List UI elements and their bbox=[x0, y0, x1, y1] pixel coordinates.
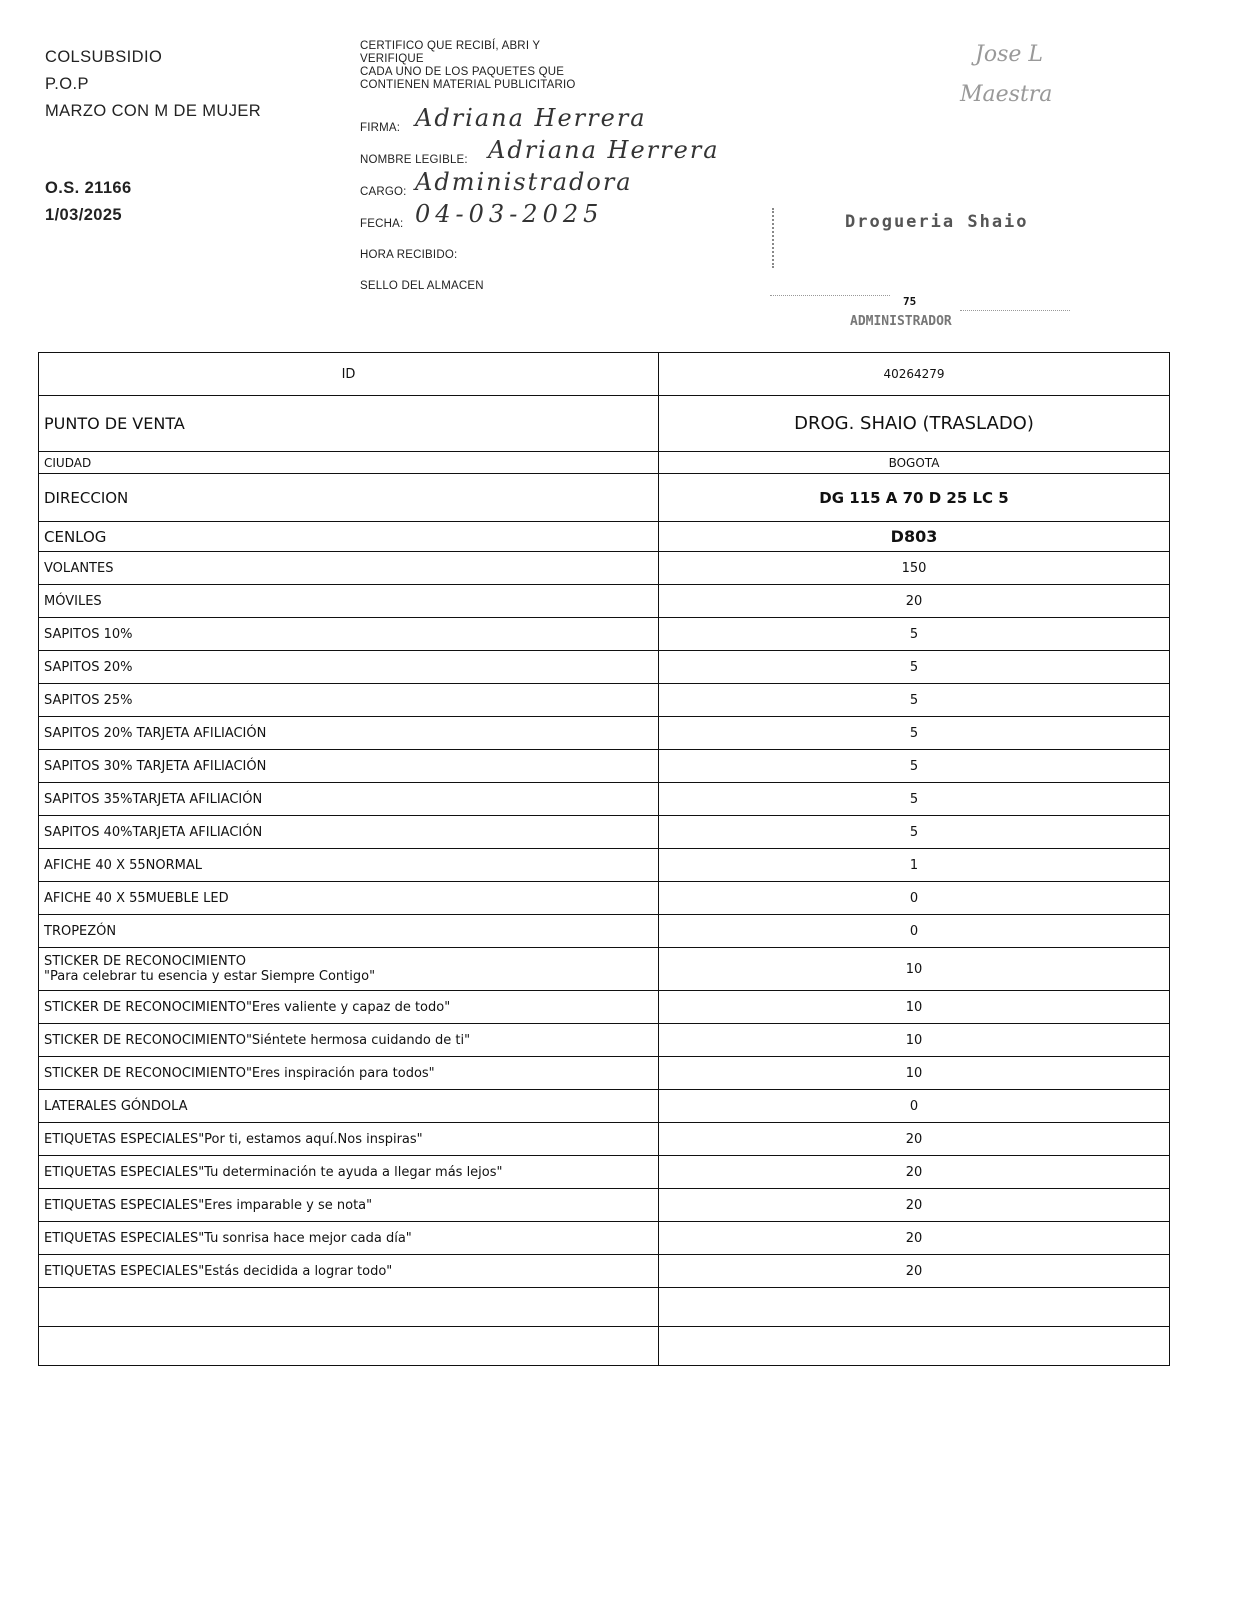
row-label-text: ETIQUETAS ESPECIALES"Estás decidida a lograr todo" bbox=[44, 1263, 393, 1279]
table-row bbox=[39, 783, 1170, 816]
row-value bbox=[659, 1327, 1170, 1366]
row-label bbox=[39, 396, 659, 452]
row-label-text: STICKER DE RECONOCIMIENTO"Siéntete hermosa cuidando de ti" bbox=[44, 1032, 471, 1048]
table-row bbox=[39, 396, 1170, 452]
certification-text bbox=[360, 40, 576, 92]
row-label bbox=[39, 816, 659, 849]
row-value: 0 bbox=[659, 882, 1170, 915]
cert-line: CADA UNO DE LOS PAQUETES QUE bbox=[360, 66, 565, 78]
table-row bbox=[39, 1090, 1170, 1123]
row-label bbox=[39, 1057, 659, 1090]
table-row bbox=[39, 750, 1170, 783]
row-label-text: SAPITOS 20% bbox=[44, 659, 133, 675]
row-label bbox=[39, 750, 659, 783]
row-label bbox=[39, 474, 659, 522]
cert-line: CERTIFICO QUE RECIBÍ, ABRI Y bbox=[360, 40, 541, 52]
row-value: 0 bbox=[659, 1090, 1170, 1123]
fecha-value: 04-03-2025 bbox=[415, 200, 604, 228]
row-value: 20 bbox=[659, 1123, 1170, 1156]
hora-label: HORA RECIBIDO: bbox=[360, 249, 458, 261]
table-row bbox=[39, 915, 1170, 948]
row-value: 5 bbox=[659, 717, 1170, 750]
row-label-text: STICKER DE RECONOCIMIENTO bbox=[44, 954, 246, 969]
table-row bbox=[39, 651, 1170, 684]
row-value: 20 bbox=[659, 1255, 1170, 1288]
row-label-text: SAPITOS 40%TARJETA AFILIACIÓN bbox=[44, 824, 263, 840]
row-label bbox=[39, 1156, 659, 1189]
row-value: 10 bbox=[659, 948, 1170, 991]
row-label bbox=[39, 882, 659, 915]
row-label bbox=[39, 585, 659, 618]
stamp-mark bbox=[772, 208, 796, 268]
row-label-text: DIRECCION bbox=[44, 488, 129, 507]
table-row bbox=[39, 948, 1170, 991]
row-label-text: AFICHE 40 X 55MUEBLE LED bbox=[44, 890, 229, 906]
table-row bbox=[39, 1288, 1170, 1327]
row-label-text: STICKER DE RECONOCIMIENTO"Eres inspiración para todos" bbox=[44, 1065, 435, 1081]
row-label bbox=[39, 1255, 659, 1288]
stamp-role: ADMINISTRADOR bbox=[850, 314, 952, 329]
order-date: 1/03/2025 bbox=[45, 206, 123, 224]
nombre-label: NOMBRE LEGIBLE: bbox=[360, 154, 468, 166]
table-row bbox=[39, 474, 1170, 522]
row-label-text: ETIQUETAS ESPECIALES"Por ti, estamos aquí.Nos inspiras" bbox=[44, 1131, 423, 1147]
stamp-number: 75 bbox=[903, 295, 917, 308]
pop-delivery-table bbox=[38, 352, 1170, 1366]
table-row bbox=[39, 585, 1170, 618]
row-value: 5 bbox=[659, 816, 1170, 849]
row-label-text: VOLANTES bbox=[44, 560, 114, 576]
row-label-text: ID bbox=[341, 366, 356, 382]
sello-label: SELLO DEL ALMACEN bbox=[360, 280, 484, 292]
row-label bbox=[39, 849, 659, 882]
row-label bbox=[39, 948, 659, 991]
row-label-text: ETIQUETAS ESPECIALES"Tu sonrisa hace mejor cada día" bbox=[44, 1230, 412, 1246]
cert-line: CONTIENEN MATERIAL PUBLICITARIO bbox=[360, 79, 576, 91]
row-label bbox=[39, 1222, 659, 1255]
row-label-text: SAPITOS 25% bbox=[44, 692, 133, 708]
row-value: 20 bbox=[659, 1189, 1170, 1222]
row-label bbox=[39, 1288, 659, 1327]
table-row bbox=[39, 849, 1170, 882]
row-label-text: TROPEZÓN bbox=[44, 923, 117, 939]
row-label bbox=[39, 552, 659, 585]
row-label-text: SAPITOS 20% TARJETA AFILIACIÓN bbox=[44, 725, 267, 741]
table-row bbox=[39, 353, 1170, 396]
table-row bbox=[39, 522, 1170, 552]
row-label bbox=[39, 991, 659, 1024]
row-label bbox=[39, 783, 659, 816]
fecha-label: FECHA: bbox=[360, 218, 404, 230]
table-row bbox=[39, 1189, 1170, 1222]
row-value: 0 bbox=[659, 915, 1170, 948]
table-row bbox=[39, 1327, 1170, 1366]
row-value bbox=[659, 1288, 1170, 1327]
row-value: 10 bbox=[659, 1024, 1170, 1057]
table-row bbox=[39, 452, 1170, 474]
row-value: BOGOTA bbox=[659, 452, 1170, 474]
firma-signature: Adriana Herrera bbox=[415, 104, 647, 132]
row-label-subtext: "Para celebrar tu esencia y estar Siempre Contigo" bbox=[44, 969, 376, 984]
table-row bbox=[39, 1156, 1170, 1189]
row-label-text: SAPITOS 30% TARJETA AFILIACIÓN bbox=[44, 758, 267, 774]
table-row bbox=[39, 1024, 1170, 1057]
cargo-label: CARGO: bbox=[360, 186, 407, 198]
table-row bbox=[39, 991, 1170, 1024]
company-name: COLSUBSIDIO bbox=[45, 48, 163, 66]
row-value: 5 bbox=[659, 684, 1170, 717]
table-row bbox=[39, 1123, 1170, 1156]
row-value: 5 bbox=[659, 618, 1170, 651]
header-block bbox=[45, 44, 261, 229]
cert-line: VERIFIQUE bbox=[360, 53, 424, 65]
row-label bbox=[39, 1024, 659, 1057]
row-value: 20 bbox=[659, 585, 1170, 618]
row-label-text: MÓVILES bbox=[44, 593, 102, 609]
row-label bbox=[39, 618, 659, 651]
row-label-text: AFICHE 40 X 55NORMAL bbox=[44, 857, 202, 873]
row-label-text: LATERALES GÓNDOLA bbox=[44, 1098, 188, 1114]
table-row bbox=[39, 1222, 1170, 1255]
table-row bbox=[39, 618, 1170, 651]
cargo-value: Administradora bbox=[415, 168, 633, 196]
row-label bbox=[39, 353, 659, 396]
row-label bbox=[39, 651, 659, 684]
row-label-text: ETIQUETAS ESPECIALES"Tu determinación te ayuda a llegar más lejos" bbox=[44, 1164, 503, 1180]
table-row bbox=[39, 684, 1170, 717]
row-value: 10 bbox=[659, 1057, 1170, 1090]
row-label-text: PUNTO DE VENTA bbox=[44, 414, 185, 433]
material-type: P.O.P bbox=[45, 75, 89, 93]
row-value: 150 bbox=[659, 552, 1170, 585]
row-value: 20 bbox=[659, 1156, 1170, 1189]
table-row bbox=[39, 816, 1170, 849]
row-label-text: ETIQUETAS ESPECIALES"Eres imparable y se nota" bbox=[44, 1197, 373, 1213]
nombre-value: Adriana Herrera bbox=[488, 136, 720, 164]
row-value: D803 bbox=[659, 522, 1170, 552]
table-row bbox=[39, 1057, 1170, 1090]
table-row bbox=[39, 552, 1170, 585]
row-value: 40264279 bbox=[659, 353, 1170, 396]
row-label bbox=[39, 1327, 659, 1366]
table-row bbox=[39, 882, 1170, 915]
table-row bbox=[39, 717, 1170, 750]
row-value: 10 bbox=[659, 991, 1170, 1024]
row-label bbox=[39, 684, 659, 717]
row-value: DG 115 A 70 D 25 LC 5 bbox=[659, 474, 1170, 522]
row-label bbox=[39, 915, 659, 948]
row-label-text: CENLOG bbox=[44, 527, 107, 546]
row-value: DROG. SHAIO (TRASLADO) bbox=[659, 396, 1170, 452]
row-label bbox=[39, 452, 659, 474]
row-label-text: SAPITOS 35%TARJETA AFILIACIÓN bbox=[44, 791, 263, 807]
table-row bbox=[39, 1255, 1170, 1288]
row-value: 5 bbox=[659, 750, 1170, 783]
row-label bbox=[39, 1189, 659, 1222]
stamp-store-name: Drogueria Shaio bbox=[845, 212, 1029, 232]
row-value: 5 bbox=[659, 651, 1170, 684]
row-value: 1 bbox=[659, 849, 1170, 882]
campaign-name: MARZO CON M DE MUJER bbox=[45, 102, 262, 120]
row-label bbox=[39, 1090, 659, 1123]
row-label-text: SAPITOS 10% bbox=[44, 626, 133, 642]
row-label-text: CIUDAD bbox=[44, 455, 92, 470]
handwritten-note-line: Jose L bbox=[975, 42, 1043, 67]
row-value: 20 bbox=[659, 1222, 1170, 1255]
firma-label: FIRMA: bbox=[360, 122, 401, 134]
order-number: O.S. 21166 bbox=[45, 179, 132, 197]
handwritten-note-line: Maestra bbox=[960, 82, 1053, 107]
row-label bbox=[39, 522, 659, 552]
row-label bbox=[39, 1123, 659, 1156]
row-label bbox=[39, 717, 659, 750]
row-label-text: STICKER DE RECONOCIMIENTO"Eres valiente y capaz de todo" bbox=[44, 999, 451, 1015]
row-value: 5 bbox=[659, 783, 1170, 816]
